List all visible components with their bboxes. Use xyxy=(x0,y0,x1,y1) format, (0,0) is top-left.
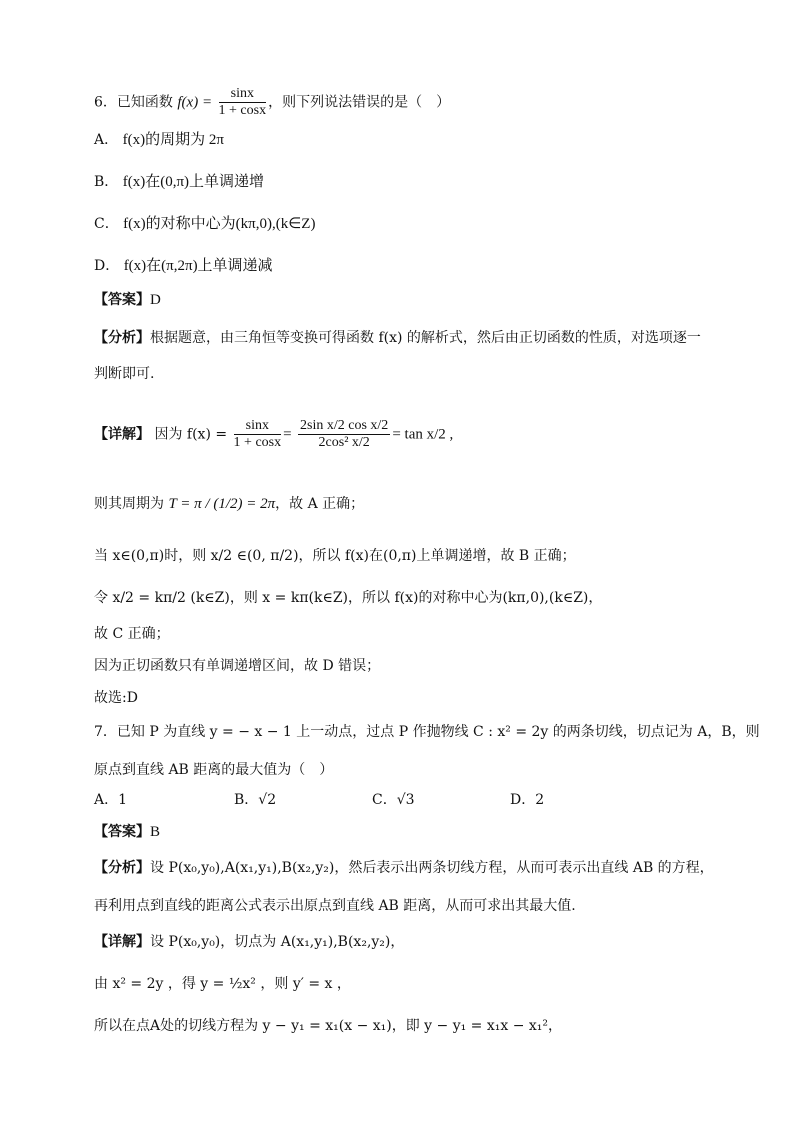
q6-detail-2-period: T = π / (1/2) = 2π xyxy=(168,496,276,512)
q6-detail-tag: 【详解】 xyxy=(94,426,150,443)
q7-analysis-text-1: 设 P(x₀,y₀),A(x₁,y₁),B(x₂,y₂)，然后表示出两条切线方程，从而可表示出直线 AB 的方程， xyxy=(150,860,714,876)
q6-option-d xyxy=(94,256,273,276)
q6-option-d-label: D． xyxy=(94,258,120,274)
q6-detail-7-text: 故选:D xyxy=(94,690,138,706)
q6-detail-5 xyxy=(94,624,170,644)
q6-func-lhs: f(x) = xyxy=(177,94,213,111)
q6-option-b xyxy=(94,172,264,192)
q6-detail-6-text: 因为正切函数只有单调递增区间，故 D 错误； xyxy=(94,658,381,674)
q7-analysis-1 xyxy=(94,858,714,878)
q6-analysis-text-1: 根据题意，由三角恒等变换可得函数 f(x) 的解析式，然后由正切函数的性质，对选项逐一 xyxy=(150,330,701,346)
q6-detail-2 xyxy=(94,494,364,514)
q7-detail-1 xyxy=(94,932,404,952)
q6-option-b-label: B． xyxy=(94,174,119,190)
q6-detail-2-prefix: 则其周期为 xyxy=(94,496,164,512)
q7-answer-tag: 【答案】 xyxy=(94,824,150,840)
q6-func-fraction xyxy=(219,86,267,119)
q6-detail-1-lhs: 因为 f(x) = xyxy=(154,426,228,443)
q6-detail-1-fraction-a xyxy=(234,418,282,451)
q6-answer xyxy=(94,290,161,310)
q6-answer-tag: 【答案】 xyxy=(94,292,150,308)
q6-option-c xyxy=(94,214,315,234)
q6-detail-1-result: = tan x/2 , xyxy=(392,426,454,443)
q6-analysis-tag: 【分析】 xyxy=(94,330,150,346)
q6-detail-1-denominator-a: 1 + cosx xyxy=(233,435,282,450)
q6-detail-6 xyxy=(94,656,380,676)
q6-answer-value: D xyxy=(150,292,161,308)
q6-analysis-2 xyxy=(94,364,154,384)
q7-analysis-tag: 【分析】 xyxy=(94,860,150,876)
q6-option-b-text: f(x)在(0,π)上单调递增 xyxy=(122,174,265,190)
q6-detail-7 xyxy=(94,688,138,708)
q6-detail-3-text: 当 x∈(0,π)时，则 x/2 ∈(0, π/2)，所以 f(x)在(0,π)上单调递增，故 B 正确； xyxy=(94,548,576,564)
q6-detail-1-numerator-b: 2sin x/2 cos x/2 xyxy=(300,418,389,433)
q6-detail-1-numerator-a: sinx xyxy=(234,418,282,435)
q6-stem-prefix: 6．已知函数 xyxy=(94,94,173,111)
q7-detail-2 xyxy=(94,974,351,994)
q6-func-numerator: sinx xyxy=(219,86,267,103)
q6-option-a-text: f(x)的周期为 2π xyxy=(122,132,224,148)
q6-detail-2-suffix: ，故 A 正确； xyxy=(275,496,365,512)
q6-analysis-text-2: 判断即可. xyxy=(94,366,155,382)
q7-detail-1-text: 设 P(x₀,y₀)，切点为 A(x₁,y₁),B(x₂,y₂)， xyxy=(150,934,405,950)
q7-option-c: C．√3 xyxy=(372,792,415,808)
q7-analysis-text-2: 再利用点到直线的距离公式表示出原点到直线 AB 距离，从而可求出其最大值. xyxy=(94,898,576,914)
q6-analysis-1 xyxy=(94,328,701,348)
q6-detail-4-text: 令 x/2 = kπ/2 (k∈Z)，则 x = kπ(k∈Z)，所以 f(x)的对称中心为(kπ,0),(k∈Z)， xyxy=(94,590,603,606)
q7-options xyxy=(94,790,544,810)
q6-option-a xyxy=(94,130,224,150)
q7-detail-2-text: 由 x² = 2y ，得 y = ½x² ，则 y′ = x ， xyxy=(94,976,351,992)
q7-detail-3-text: 所以在点A处的切线方程为 y − y₁ = x₁(x − x₁)，即 y − y₁ = x₁x − x₁²， xyxy=(94,1018,563,1034)
q7-option-b: B．√2 xyxy=(234,792,277,808)
q6-func-denominator: 1 + cosx xyxy=(218,103,267,118)
q6-option-c-text: f(x)的对称中心为(kπ,0),(k∈Z) xyxy=(123,216,316,232)
q6-detail-3 xyxy=(94,546,576,566)
q6-option-a-label: A． xyxy=(94,132,119,148)
q7-stem-text-2: 原点到直线 AB 距离的最大值为（ ） xyxy=(94,762,334,778)
q6-detail-1-fraction-b xyxy=(298,418,390,451)
q6-option-c-label: C． xyxy=(94,216,119,232)
q7-answer xyxy=(94,822,160,842)
q7-analysis-2 xyxy=(94,896,576,916)
q7-stem-2 xyxy=(94,760,333,780)
q7-detail-3 xyxy=(94,1016,562,1036)
q6-detail-5-text: 故 C 正确； xyxy=(94,626,170,642)
q6-stem xyxy=(94,86,450,119)
q7-option-a: A．1 xyxy=(94,792,128,808)
q7-stem-1 xyxy=(94,722,760,742)
q7-detail-tag: 【详解】 xyxy=(94,934,150,950)
q6-option-d-text: f(x)在(π,2π)上单调递减 xyxy=(123,258,273,274)
q6-detail-1-denominator-b: 2cos² x/2 xyxy=(318,435,370,450)
q6-stem-suffix: ，则下列说法错误的是（ ） xyxy=(268,94,451,111)
q7-option-d: D．2 xyxy=(510,792,545,808)
q6-detail-1: 【详解】 因为 f(x) = $\frac{\sin x}{1 + \cos x}$ = $\frac{\text{2sin x/2 cos x/2}}{\text{2cos² x/2}}$ = tan x/2 , xyxy=(94,418,454,450)
q6-detail-4 xyxy=(94,588,602,608)
q7-stem-text-1: 7．已知 P 为直线 y = − x − 1 上一动点，过点 P 作抛物线 C : x² = 2y 的两条切线，切点记为 A，B，则 xyxy=(94,724,760,740)
q7-answer-value: B xyxy=(150,824,161,840)
